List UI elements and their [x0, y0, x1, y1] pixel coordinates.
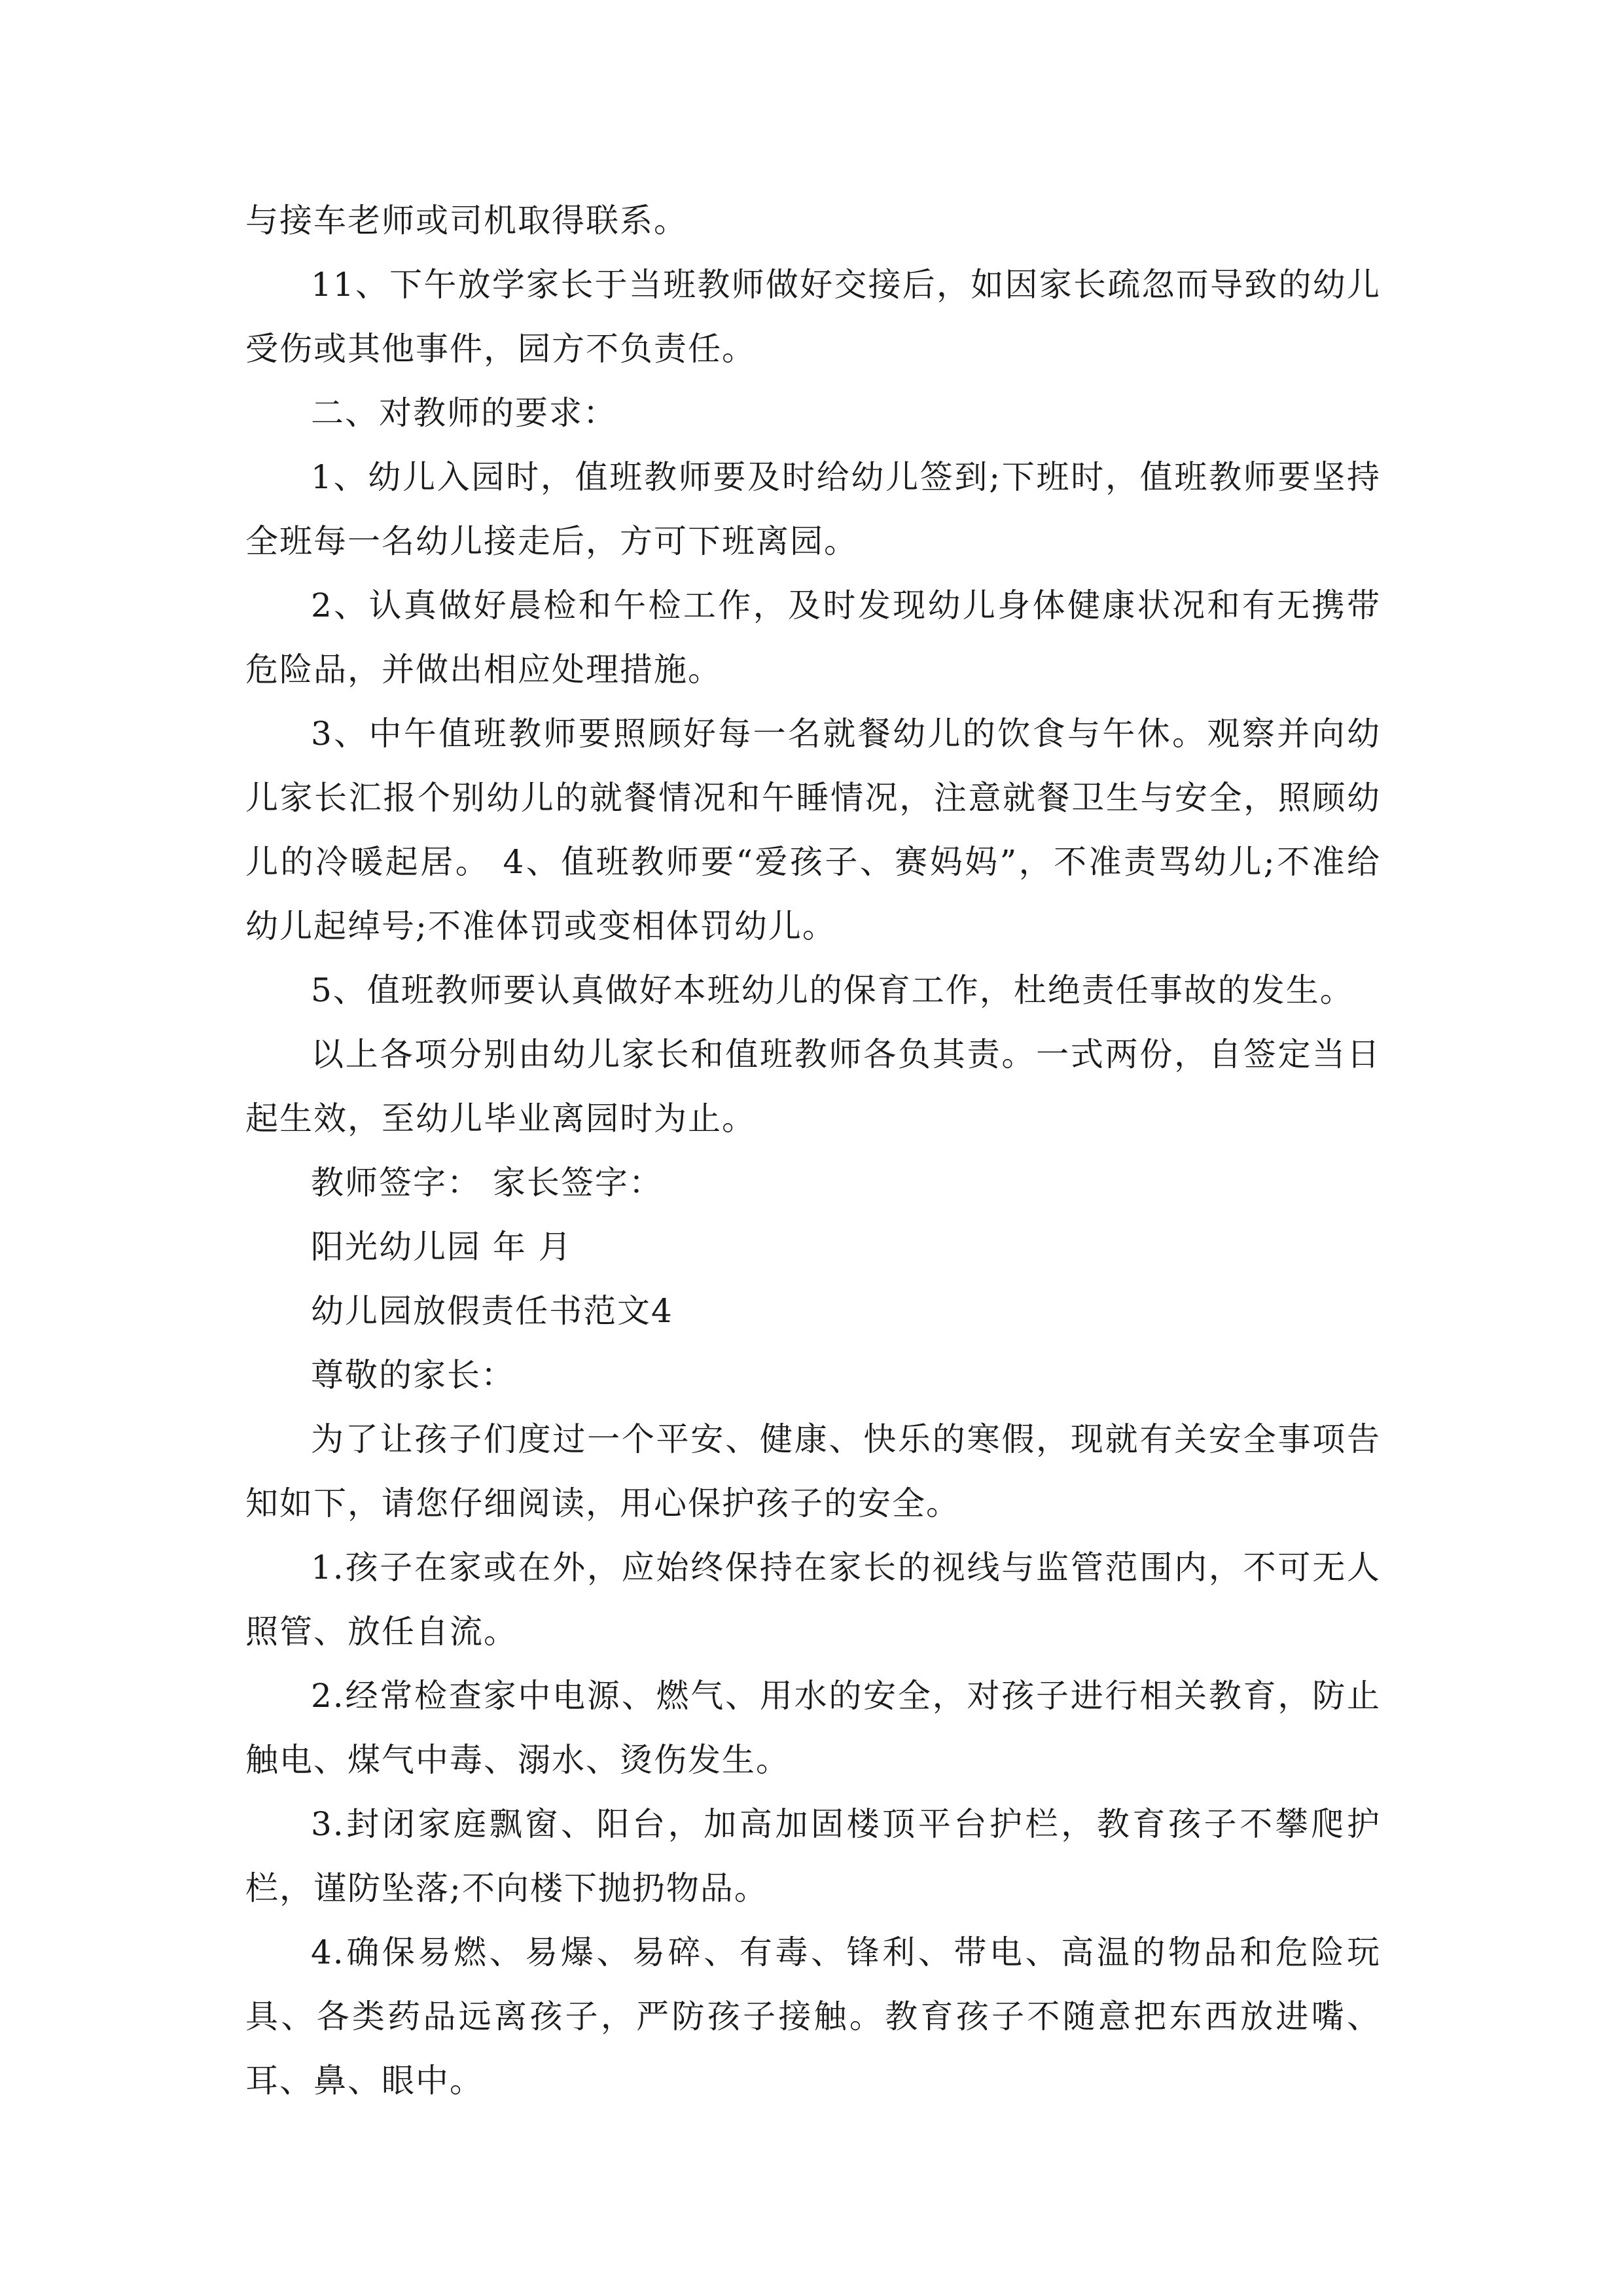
document-title: 幼儿园放假责任书范文4 — [311, 1292, 673, 1330]
paragraph-safety-item-3: 3.封闭家庭飘窗、阳台，加高加固楼顶平台护栏，教育孩子不攀爬护栏，谨防坠落;不向楼下抛扔物品。 — [245, 1805, 1381, 1907]
salutation: 尊敬的家长： — [311, 1356, 515, 1394]
document-body — [245, 188, 1381, 2113]
paragraph-teacher-item-1: 1、幼儿入园时，值班教师要及时给幼儿签到;下班时，值班教师要坚持全班每一名幼儿接走后，方可下班离园。 — [245, 458, 1381, 560]
paragraph-safety-item-4: 4.确保易燃、易爆、易碎、有毒、锋利、带电、高温的物品和危险玩具、各类药品远离孩子，严防孩子接触。教育孩子不随意把东西放进嘴、耳、鼻、眼中。 — [245, 1933, 1381, 2100]
paragraph-responsibility-statement: 以上各项分别由幼儿家长和值班教师各负其责。一式两份，自签定当日起生效，至幼儿毕业离园时为止。 — [245, 1035, 1381, 1138]
paragraph-continuation: 与接车老师或司机取得联系。 — [245, 202, 688, 240]
paragraph-teacher-item-3-4: 3、中午值班教师要照顾好每一名就餐幼儿的饮食与午休。观察并向幼儿家长汇报个别幼儿的就餐情况和午睡情况，注意就餐卫生与安全，照顾幼儿的冷暖起居。 4、值班教师要“爱孩子、赛妈妈”，不准责骂幼儿;不准给幼儿起绰号;不准体罚或变相体罚幼儿。 — [245, 715, 1381, 945]
section-heading-teacher-requirements: 二、对教师的要求： — [311, 394, 617, 432]
paragraph-safety-item-2: 2.经常检查家中电源、燃气、用水的安全，对孩子进行相关教育，防止触电、煤气中毒、溺水、烫伤发生。 — [245, 1677, 1381, 1779]
paragraph-teacher-item-2: 2、认真做好晨检和午检工作，及时发现幼儿身体健康状况和有无携带危险品，并做出相应处理措施。 — [245, 586, 1381, 689]
date-line: 阳光幼儿园 年 月 — [311, 1228, 573, 1266]
signature-line: 教师签字： 家长签字： — [311, 1164, 663, 1202]
paragraph-intro: 为了让孩子们度过一个平安、健康、快乐的寒假，现就有关安全事项告知如下，请您仔细阅读，用心保护孩子的安全。 — [245, 1420, 1381, 1522]
paragraph-item-11: 11、下午放学家长于当班教师做好交接后，如因家长疏忽而导致的幼儿受伤或其他事件，园方不负责任。 — [245, 266, 1381, 368]
paragraph-teacher-item-5: 5、值班教师要认真做好本班幼儿的保育工作，杜绝责任事故的发生。 — [311, 971, 1354, 1009]
paragraph-safety-item-1: 1.孩子在家或在外，应始终保持在家长的视线与监管范围内，不可无人照管、放任自流。 — [245, 1549, 1381, 1651]
